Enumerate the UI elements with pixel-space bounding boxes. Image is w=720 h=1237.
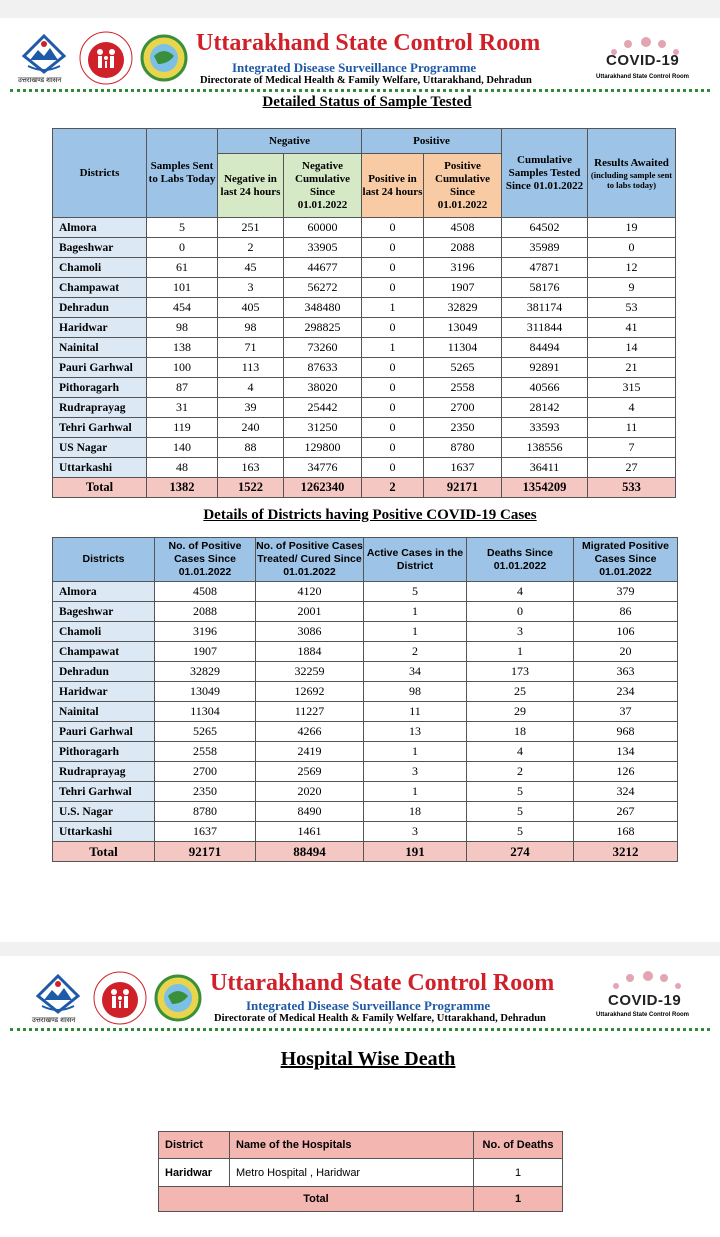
district-name: Pithoragarh xyxy=(53,742,155,762)
table-row xyxy=(53,702,678,722)
total-cell: 1382 xyxy=(147,478,218,498)
table-cell: 11304 xyxy=(155,702,256,722)
table-cell: 1 xyxy=(364,602,467,622)
header-divider xyxy=(10,89,710,92)
letterhead-bottom xyxy=(0,968,720,1028)
table-cell: 1 xyxy=(362,338,424,358)
table-cell: 2 xyxy=(467,762,574,782)
letterhead-top xyxy=(0,28,720,88)
total-label: Total xyxy=(53,478,147,498)
table-cell: 5 xyxy=(467,822,574,842)
state-logo-caption: उत्तराखण्ड शासन xyxy=(32,1017,76,1024)
column-header: No. of Positive Cases Since 01.01.2022 xyxy=(155,538,256,582)
table-cell: 56272 xyxy=(284,278,362,298)
table-cell: 60000 xyxy=(284,218,362,238)
col-group-negative: Negative xyxy=(218,129,362,154)
table-cell: 5265 xyxy=(155,722,256,742)
table-cell: 0 xyxy=(362,218,424,238)
deaths-count: 1 xyxy=(474,1159,563,1187)
district-name: Rudraprayag xyxy=(53,762,155,782)
table-cell: 71 xyxy=(218,338,284,358)
district-name: Almora xyxy=(53,218,147,238)
table-cell: 138556 xyxy=(502,438,588,458)
table-cell: 5 xyxy=(467,782,574,802)
district-name: Nainital xyxy=(53,702,155,722)
nhm-logo-icon xyxy=(92,970,148,1026)
table-cell: 20 xyxy=(574,642,678,662)
table-row xyxy=(53,622,678,642)
col-districts: Districts xyxy=(53,129,147,218)
table-cell: 33905 xyxy=(284,238,362,258)
table-cell: 4120 xyxy=(256,582,364,602)
table-cell: 34776 xyxy=(284,458,362,478)
table-cell: 126 xyxy=(574,762,678,782)
col-results-awaited-label: Results Awaited xyxy=(594,156,669,169)
table-row xyxy=(53,642,678,662)
positive-section-title: Details of Districts having Positive COVID-19 Cases xyxy=(203,507,537,523)
table-cell: 0 xyxy=(362,238,424,258)
table-row xyxy=(53,602,678,622)
table-row xyxy=(53,582,678,602)
covid-dots-icon xyxy=(608,970,688,992)
table-cell: 3086 xyxy=(256,622,364,642)
district-name: Champawat xyxy=(53,278,147,298)
header-directorate: Directorate of Medical Health & Family Welfare, Uttarakhand, Dehradun xyxy=(200,75,532,86)
table-row xyxy=(159,1159,563,1187)
table-row xyxy=(53,278,676,298)
table-cell: 4266 xyxy=(256,722,364,742)
header-title: Uttarakhand State Control Room xyxy=(210,970,555,996)
table-row xyxy=(53,742,678,762)
idsp-globe-icon xyxy=(154,974,202,1022)
table-cell: 41 xyxy=(588,318,676,338)
table-cell: 11 xyxy=(364,702,467,722)
table-cell: 1637 xyxy=(155,822,256,842)
table-cell: 311844 xyxy=(502,318,588,338)
table-cell: 64502 xyxy=(502,218,588,238)
table-cell: 298825 xyxy=(284,318,362,338)
district-name: Uttarkashi xyxy=(53,458,147,478)
hospital-name: Metro Hospital , Haridwar xyxy=(230,1159,474,1187)
table-cell: 0 xyxy=(362,458,424,478)
district-name: Almora xyxy=(53,582,155,602)
table-cell: 2558 xyxy=(155,742,256,762)
table-cell: 2001 xyxy=(256,602,364,622)
table-cell: 0 xyxy=(362,438,424,458)
table-cell: 40566 xyxy=(502,378,588,398)
table-cell: 2350 xyxy=(424,418,502,438)
samples-table xyxy=(52,128,676,498)
nhm-logo-icon xyxy=(78,30,134,86)
table-cell: 1 xyxy=(362,298,424,318)
col-positive-cumulative: Positive Cumulative Since 01.01.2022 xyxy=(424,154,502,218)
table-row xyxy=(53,822,678,842)
table-row xyxy=(53,298,676,318)
table-cell: 0 xyxy=(362,358,424,378)
table-cell: 18 xyxy=(467,722,574,742)
district-name: Bageshwar xyxy=(53,238,147,258)
table-cell: 31 xyxy=(147,398,218,418)
table-cell: 113 xyxy=(218,358,284,378)
table-row xyxy=(53,438,676,458)
table-cell: 53 xyxy=(588,298,676,318)
table-cell: 0 xyxy=(362,258,424,278)
table-cell: 381174 xyxy=(502,298,588,318)
total-cell: 3212 xyxy=(574,842,678,862)
column-header: Deaths Since 01.01.2022 xyxy=(467,538,574,582)
header-directorate: Directorate of Medical Health & Family Welfare, Uttarakhand, Dehradun xyxy=(214,1013,546,1024)
total-cell: 92171 xyxy=(424,478,502,498)
table-cell: 29 xyxy=(467,702,574,722)
samples-section-title: Detailed Status of Sample Tested xyxy=(262,94,472,110)
table-cell: 348480 xyxy=(284,298,362,318)
table-row xyxy=(53,782,678,802)
table-cell: 4508 xyxy=(424,218,502,238)
table-cell: 18 xyxy=(364,802,467,822)
table-cell: 1907 xyxy=(155,642,256,662)
table-cell: 25442 xyxy=(284,398,362,418)
district-name: Champawat xyxy=(53,642,155,662)
district-name: Haridwar xyxy=(53,682,155,702)
hospital-section-title: Hospital Wise Death xyxy=(280,1048,456,1070)
table-cell: 138 xyxy=(147,338,218,358)
table-cell: 8780 xyxy=(155,802,256,822)
table-row xyxy=(53,722,678,742)
table-cell: 92891 xyxy=(502,358,588,378)
header-title: Uttarakhand State Control Room xyxy=(196,30,541,56)
table-cell: 5265 xyxy=(424,358,502,378)
total-cell: 1262340 xyxy=(284,478,362,498)
state-logo-caption: उत्तराखण्ड शासन xyxy=(18,77,62,84)
table-cell: 12692 xyxy=(256,682,364,702)
table-cell: 4 xyxy=(467,582,574,602)
table-cell: 1884 xyxy=(256,642,364,662)
table-cell: 0 xyxy=(362,418,424,438)
table-cell: 3 xyxy=(218,278,284,298)
table-cell: 240 xyxy=(218,418,284,438)
table-cell: 87633 xyxy=(284,358,362,378)
col-hospital-name: Name of the Hospitals xyxy=(230,1132,474,1159)
table-cell: 8490 xyxy=(256,802,364,822)
table-cell: 2 xyxy=(364,642,467,662)
table-cell: 13049 xyxy=(155,682,256,702)
table-cell: 2569 xyxy=(256,762,364,782)
covid-logo-caption: Uttarakhand State Control Room xyxy=(596,1012,690,1018)
total-cell: 1 xyxy=(474,1187,563,1212)
total-row xyxy=(53,478,676,498)
hospital-deaths-table xyxy=(158,1131,563,1212)
district-name: Chamoli xyxy=(53,622,155,642)
table-cell: 5 xyxy=(364,582,467,602)
total-cell: 1354209 xyxy=(502,478,588,498)
table-cell: 34 xyxy=(364,662,467,682)
total-row xyxy=(53,842,678,862)
table-cell: 0 xyxy=(362,318,424,338)
page-break-strip xyxy=(0,942,720,956)
district-name: Rudraprayag xyxy=(53,398,147,418)
table-cell: 101 xyxy=(147,278,218,298)
table-cell: 2 xyxy=(218,238,284,258)
district-name: U.S. Nagar xyxy=(53,802,155,822)
table-cell: 315 xyxy=(588,378,676,398)
district-name: Pithoragarh xyxy=(53,378,147,398)
district-name: Dehradun xyxy=(53,662,155,682)
table-cell: 3196 xyxy=(155,622,256,642)
total-cell: 88494 xyxy=(256,842,364,862)
table-cell: 100 xyxy=(147,358,218,378)
table-cell: 2350 xyxy=(155,782,256,802)
table-row xyxy=(53,238,676,258)
table-cell: 45 xyxy=(218,258,284,278)
col-samples-sent: Samples Sent to Labs Today xyxy=(147,129,218,218)
table-cell: 3 xyxy=(467,622,574,642)
table-cell: 9 xyxy=(588,278,676,298)
table-cell: 129800 xyxy=(284,438,362,458)
table-cell: 251 xyxy=(218,218,284,238)
col-cumulative-tested: Cumulative Samples Tested Since 01.01.2022 xyxy=(502,129,588,218)
col-negative-cumulative: Negative Cumulative Since 01.01.2022 xyxy=(284,154,362,218)
table-cell: 39 xyxy=(218,398,284,418)
table-row xyxy=(53,258,676,278)
table-cell: 134 xyxy=(574,742,678,762)
total-cell: 533 xyxy=(588,478,676,498)
covid-logo-text: COVID-19 xyxy=(606,52,680,69)
table-cell: 163 xyxy=(218,458,284,478)
column-header: No. of Positive Cases Treated/ Cured Since 01.01.2022 xyxy=(256,538,364,582)
table-cell: 1 xyxy=(364,622,467,642)
table-cell: 8780 xyxy=(424,438,502,458)
table-cell: 98 xyxy=(364,682,467,702)
col-group-positive: Positive xyxy=(362,129,502,154)
table-cell: 61 xyxy=(147,258,218,278)
table-cell: 1 xyxy=(364,742,467,762)
table-cell: 48 xyxy=(147,458,218,478)
table-cell: 405 xyxy=(218,298,284,318)
table-cell: 3196 xyxy=(424,258,502,278)
district-name: Pauri Garhwal xyxy=(53,722,155,742)
column-header: Migrated Positive Cases Since 01.01.2022 xyxy=(574,538,678,582)
table-cell: 0 xyxy=(362,378,424,398)
table-cell: 14 xyxy=(588,338,676,358)
table-row xyxy=(53,398,676,418)
table-cell: 267 xyxy=(574,802,678,822)
table-row xyxy=(53,358,676,378)
table-cell: 47871 xyxy=(502,258,588,278)
table-cell: 11 xyxy=(588,418,676,438)
covid-logo-caption: Uttarakhand State Control Room xyxy=(596,74,690,80)
table-cell: 0 xyxy=(147,238,218,258)
table-cell: 2700 xyxy=(424,398,502,418)
table-cell: 5 xyxy=(467,802,574,822)
district-name: Uttarkashi xyxy=(53,822,155,842)
district-name: Pauri Garhwal xyxy=(53,358,147,378)
col-negative-24h: Negative in last 24 hours xyxy=(218,154,284,218)
district-name: Chamoli xyxy=(53,258,147,278)
header-divider xyxy=(10,1028,710,1031)
table-cell: 7 xyxy=(588,438,676,458)
table-cell: 73260 xyxy=(284,338,362,358)
table-cell: 11304 xyxy=(424,338,502,358)
table-cell: 38020 xyxy=(284,378,362,398)
table-row xyxy=(53,338,676,358)
total-label: Total xyxy=(159,1187,474,1212)
table-cell: 12 xyxy=(588,258,676,278)
header-subtitle: Integrated Disease Surveillance Programme xyxy=(246,998,491,1013)
table-cell: 98 xyxy=(218,318,284,338)
table-cell: 5 xyxy=(147,218,218,238)
positive-cases-table xyxy=(52,537,678,862)
district-name: Bageshwar xyxy=(53,602,155,622)
table-cell: 37 xyxy=(574,702,678,722)
table-cell: 2088 xyxy=(424,238,502,258)
header-subtitle: Integrated Disease Surveillance Programme xyxy=(232,60,477,75)
district-name: Haridwar xyxy=(159,1159,230,1187)
table-cell: 88 xyxy=(218,438,284,458)
table-cell: 21 xyxy=(588,358,676,378)
col-positive-24h: Positive in last 24 hours xyxy=(362,154,424,218)
table-cell: 324 xyxy=(574,782,678,802)
table-cell: 454 xyxy=(147,298,218,318)
table-cell: 2088 xyxy=(155,602,256,622)
covid-logo-text: COVID-19 xyxy=(608,992,682,1009)
top-strip xyxy=(0,0,720,18)
total-cell: 92171 xyxy=(155,842,256,862)
district-name: Dehradun xyxy=(53,298,147,318)
table-row xyxy=(53,682,678,702)
table-cell: 4 xyxy=(467,742,574,762)
total-row xyxy=(159,1187,563,1212)
table-cell: 0 xyxy=(467,602,574,622)
col-results-awaited xyxy=(588,129,676,218)
table-cell: 3 xyxy=(364,762,467,782)
table-cell: 25 xyxy=(467,682,574,702)
table-cell: 1461 xyxy=(256,822,364,842)
table-cell: 2020 xyxy=(256,782,364,802)
district-name: Nainital xyxy=(53,338,147,358)
total-cell: 274 xyxy=(467,842,574,862)
total-cell: 2 xyxy=(362,478,424,498)
table-cell: 31250 xyxy=(284,418,362,438)
district-name: US Nagar xyxy=(53,438,147,458)
table-row xyxy=(53,458,676,478)
table-cell: 4 xyxy=(218,378,284,398)
table-cell: 13 xyxy=(364,722,467,742)
table-cell: 1 xyxy=(364,782,467,802)
table-cell: 363 xyxy=(574,662,678,682)
table-cell: 98 xyxy=(147,318,218,338)
district-name: Tehri Garhwal xyxy=(53,418,147,438)
district-name: Tehri Garhwal xyxy=(53,782,155,802)
total-cell: 191 xyxy=(364,842,467,862)
table-row xyxy=(53,802,678,822)
table-cell: 168 xyxy=(574,822,678,842)
table-cell: 58176 xyxy=(502,278,588,298)
table-row xyxy=(53,662,678,682)
table-cell: 33593 xyxy=(502,418,588,438)
total-label: Total xyxy=(53,842,155,862)
table-cell: 4 xyxy=(588,398,676,418)
table-cell: 1 xyxy=(467,642,574,662)
column-header: Districts xyxy=(53,538,155,582)
table-cell: 11227 xyxy=(256,702,364,722)
table-cell: 140 xyxy=(147,438,218,458)
table-cell: 19 xyxy=(588,218,676,238)
table-cell: 28142 xyxy=(502,398,588,418)
col-results-awaited-note: (including sample sent to labs today) xyxy=(590,169,673,190)
table-row xyxy=(53,218,676,238)
table-cell: 44677 xyxy=(284,258,362,278)
table-cell: 968 xyxy=(574,722,678,742)
table-cell: 36411 xyxy=(502,458,588,478)
table-cell: 86 xyxy=(574,602,678,622)
table-cell: 119 xyxy=(147,418,218,438)
table-cell: 35989 xyxy=(502,238,588,258)
col-district: District xyxy=(159,1132,230,1159)
total-cell: 1522 xyxy=(218,478,284,498)
table-cell: 4508 xyxy=(155,582,256,602)
col-deaths: No. of Deaths xyxy=(474,1132,563,1159)
idsp-globe-icon xyxy=(140,34,188,82)
table-row xyxy=(53,378,676,398)
table-row xyxy=(53,762,678,782)
table-cell: 379 xyxy=(574,582,678,602)
table-row xyxy=(53,318,676,338)
table-cell: 2419 xyxy=(256,742,364,762)
table-cell: 173 xyxy=(467,662,574,682)
table-row xyxy=(53,418,676,438)
table-cell: 2700 xyxy=(155,762,256,782)
table-cell: 87 xyxy=(147,378,218,398)
table-cell: 0 xyxy=(588,238,676,258)
table-cell: 27 xyxy=(588,458,676,478)
table-cell: 2558 xyxy=(424,378,502,398)
table-cell: 106 xyxy=(574,622,678,642)
table-cell: 0 xyxy=(362,398,424,418)
column-header: Active Cases in the District xyxy=(364,538,467,582)
table-cell: 32829 xyxy=(155,662,256,682)
table-cell: 234 xyxy=(574,682,678,702)
table-cell: 1637 xyxy=(424,458,502,478)
table-cell: 84494 xyxy=(502,338,588,358)
table-cell: 32259 xyxy=(256,662,364,682)
table-cell: 3 xyxy=(364,822,467,842)
table-cell: 1907 xyxy=(424,278,502,298)
district-name: Haridwar xyxy=(53,318,147,338)
table-cell: 13049 xyxy=(424,318,502,338)
table-cell: 32829 xyxy=(424,298,502,318)
table-cell: 0 xyxy=(362,278,424,298)
